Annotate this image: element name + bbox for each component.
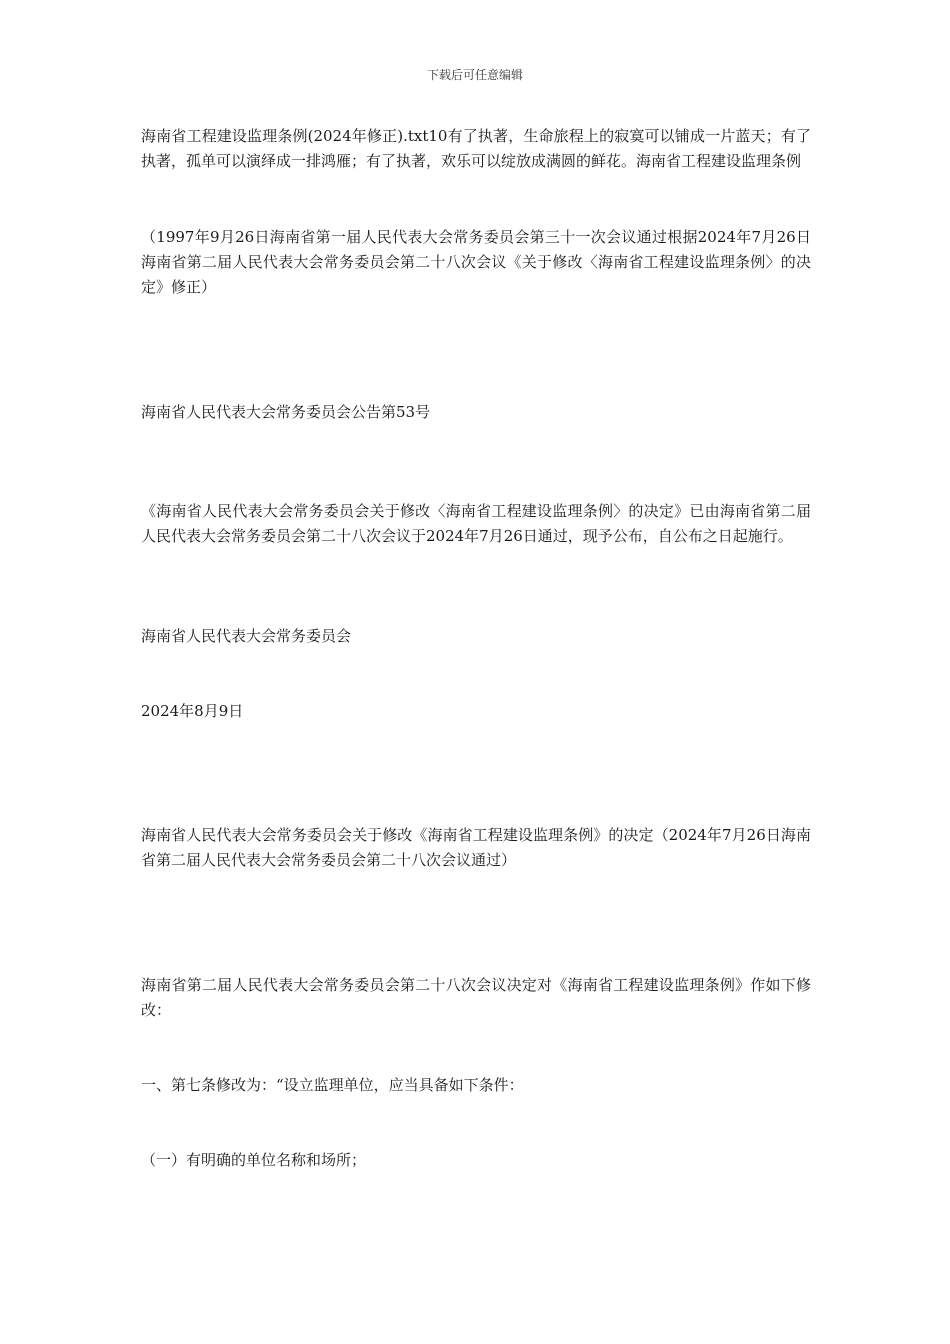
- page-header: 下载后可任意编辑: [426, 68, 523, 82]
- paragraph-issuer: 海南省人民代表大会常务委员会: [141, 627, 352, 645]
- paragraph-announcement: 《海南省人民代表大会常务委员会关于修改〈海南省工程建设监理条例〉的决定》已由海南省第二届人民代表大会常务委员会第二十八次会议于2024年7月26日通过，现予公布，自公布之日起施行。: [141, 502, 811, 545]
- paragraph-date: 2024年8月9日: [141, 702, 244, 720]
- paragraph-condition-one: （一）有明确的单位名称和场所；: [141, 1151, 367, 1169]
- paragraph-revision-history: （1997年9月26日海南省第一届人民代表大会常务委员会第三十一次会议通过根据2024年7月26日海南省第二届人民代表大会常务委员会第二十八次会议《关于修改〈海南省工程建设监理条例〉的决定》修正）: [141, 228, 811, 296]
- paragraph-article-seven: 一、第七条修改为：“设立监理单位，应当具备如下条件：: [141, 1076, 524, 1094]
- paragraph-intro: 海南省工程建设监理条例(2024年修正).txt10有了执著，生命旅程上的寂寞可以铺成一片蓝天；有了执著，孤单可以演绎成一排鸿雁；有了执著，欢乐可以绽放成满圆的鲜花。海南省工程建设监理条例: [141, 127, 811, 170]
- paragraph-decision-title: 海南省人民代表大会常务委员会关于修改《海南省工程建设监理条例》的决定（2024年7月26日海南省第二届人民代表大会常务委员会第二十八次会议通过）: [141, 826, 811, 869]
- paragraph-announcement-no: 海南省人民代表大会常务委员会公告第53号: [141, 403, 431, 421]
- paragraph-decision-intro: 海南省第二届人民代表大会常务委员会第二十八次会议决定对《海南省工程建设监理条例》作如下修改：: [141, 976, 811, 1019]
